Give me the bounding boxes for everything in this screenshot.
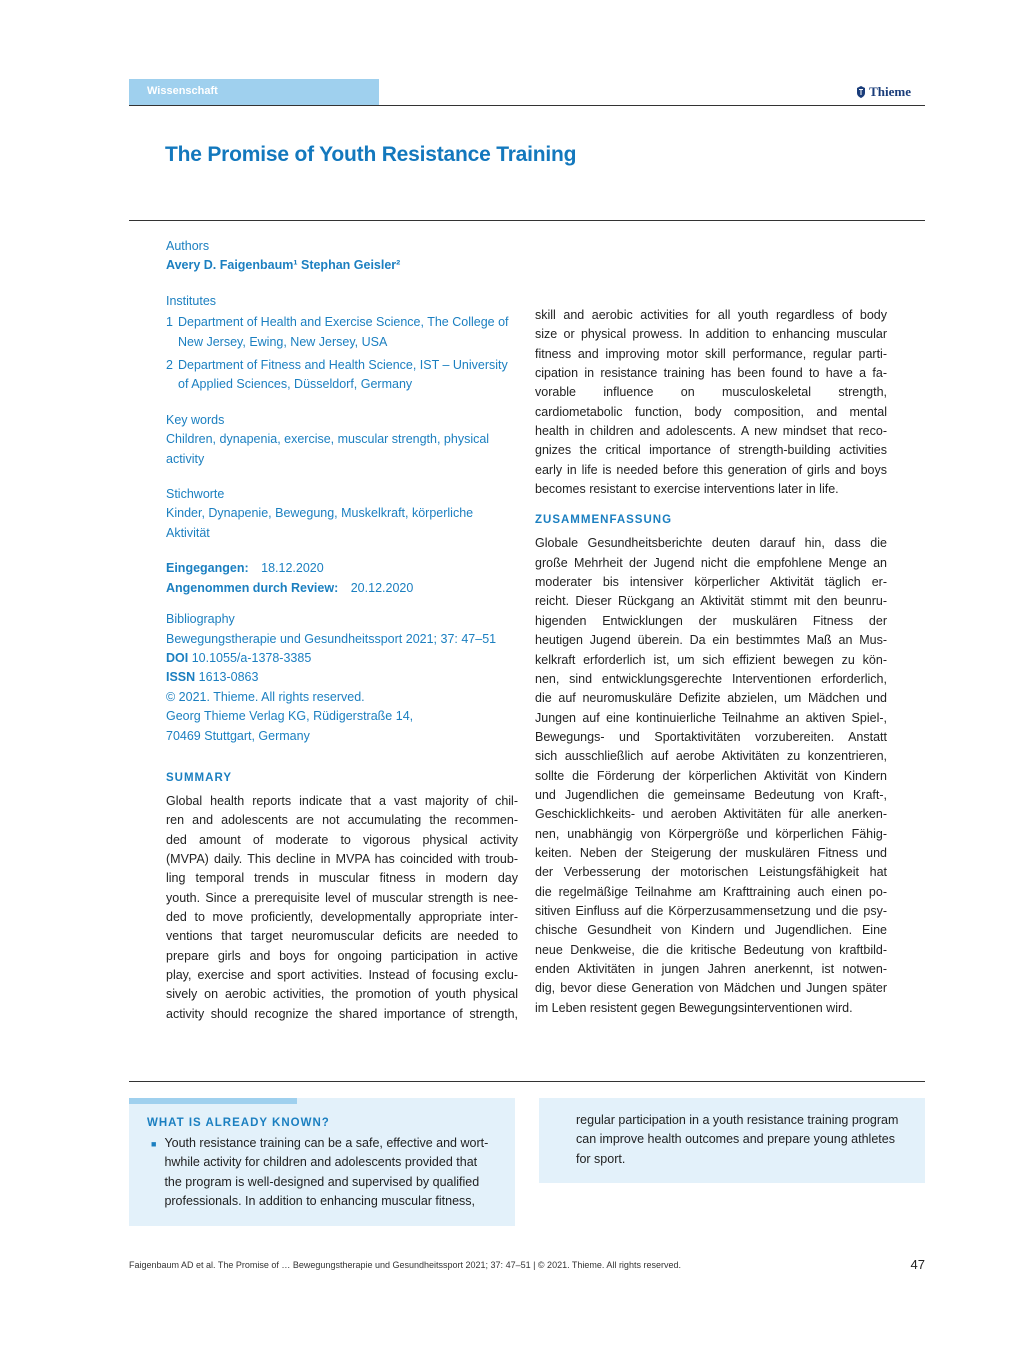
text-line: die auf neuromuskuläre Defizite abzielen, um Mädchen und: [535, 691, 887, 706]
text-line: the program is well-designed and supervised by qualified: [164, 1174, 480, 1189]
text-line: professionals. In addition to enhancing muscular fitness,: [164, 1194, 476, 1209]
received-date: 18.12.2020: [261, 561, 324, 576]
received-label: Eingegangen:: [166, 561, 249, 576]
text-line: sich ausschließlich auf aerobe Aktivitäten zu konzentrieren,: [535, 749, 887, 764]
text-line: skill and aerobic activities for all youth regardless of body: [535, 308, 887, 322]
bibliography-label: Bibliography: [166, 612, 235, 627]
bibliography-block: [166, 610, 518, 746]
text-line: (MVPA) daily. This decline in MVPA has coincided with troub-: [166, 851, 518, 866]
known-box-heading: WHAT IS ALREADY KNOWN?: [147, 1117, 330, 1129]
institute-number: 2: [166, 358, 173, 373]
known-box-item: [151, 1134, 496, 1212]
text-line: ren and adolescents are not accumulating the recommen-: [166, 813, 518, 828]
institute-item: [166, 356, 518, 395]
institute-line: New Jersey, Ewing, New Jersey, USA: [178, 334, 388, 349]
text-line: cipation in resistance training has been found to have a fa-: [535, 366, 887, 381]
text-line: youth. Since a prerequisite level of muscular strength is nee-: [166, 890, 518, 905]
text-line: dig, bevor diese Generation von Mädchen und Jungen später: [535, 981, 887, 996]
text-line: early in life is needed before this generation of girls and boys: [535, 462, 887, 477]
text-line: chische Gesundheit von Kindern und Jugendlichen. Eine: [535, 923, 887, 938]
authors-label: Authors: [166, 239, 210, 253]
bibliography-journal: Bewegungstherapie und Gesundheitssport 2021; 37: 47–51: [166, 631, 497, 646]
known-box-continued-text: [576, 1111, 911, 1169]
text-line: im Leben resistent gegen Bewegungsinterventionen wird.: [535, 1000, 853, 1015]
publisher-address: 70469 Stuttgart, Germany: [166, 728, 310, 743]
summary-text: [166, 792, 518, 1024]
text-line: fitness and improving motor skill performance, regular parti-: [535, 346, 887, 361]
known-box-text: [164, 1134, 488, 1212]
known-box-accent: [129, 1098, 297, 1104]
box-rule: [129, 1081, 925, 1082]
article-title: The Promise of Youth Resistance Training: [165, 143, 577, 166]
text-line: cardiometabolic function, body composition, and mental: [535, 404, 887, 419]
text-line: kelkraft erforderlich ist, um sich effizient bewegen zu kön-: [535, 652, 887, 667]
text-line: ded amount of moderate to vigorous physical activity: [166, 832, 518, 847]
text-line: Youth resistance training can be a safe, effective and wort-: [164, 1136, 489, 1150]
header-rule: [129, 105, 925, 106]
text-line: die regelmäßige Teilnahme am Krafttraining auch einen po-: [535, 884, 887, 899]
institute-line: of Applied Sciences, Düsseldorf, Germany: [178, 377, 413, 392]
issn-label: ISSN: [166, 670, 196, 685]
text-line: sollte die Förderung der körperlichen Aktivität von Kindern: [535, 768, 887, 783]
text-line: vorable influence on musculoskeletal strength,: [535, 385, 887, 400]
text-line: hwhile activity for children and adolescents provided that: [164, 1155, 478, 1170]
text-line: prepare girls and boys for ongoing participation in active: [166, 948, 518, 963]
text-line: Geschicklichkeits- und aeroben Aktivitäten für alle anerken-: [535, 807, 887, 822]
text-line: große Mehrheit der Jugend nicht die empfohlene Menge an: [535, 555, 887, 570]
text-line: higenden Entwicklungen der muskulären Fitness der: [535, 613, 887, 628]
keywords-line: activity: [166, 451, 205, 466]
text-line: enden Aktivitäten in jungen Jahren anerkennt, ist notwen-: [535, 962, 887, 976]
zusammenfassung-heading: ZUSAMMENFASSUNG: [535, 514, 673, 527]
zusammenfassung-text: [535, 534, 887, 1018]
text-line: nen, sind entwicklungsgerechte Interventionen erforderlich,: [535, 671, 887, 686]
text-line: play, exercise and sport activities. Instead of focusing exclu-: [166, 968, 518, 983]
text-line: heutigen Jugend überein. Da ein bestimmtes Maß an Mus-: [535, 633, 887, 648]
doi-label: DOI: [166, 650, 189, 665]
thieme-logo-icon: [856, 86, 866, 98]
publisher-address: Georg Thieme Verlag KG, Rüdigerstraße 14,: [166, 709, 414, 724]
accepted-date: 20.12.2020: [350, 580, 414, 595]
institute-number: 1: [166, 315, 173, 330]
keywords-block: [166, 411, 518, 469]
copyright: © 2021. Thieme. All rights reserved.: [166, 689, 365, 704]
text-line: size or physical prowess. In addition to enhancing muscular: [535, 327, 887, 342]
text-line: nen, unabhängig von Körpergröße und körperlichen Fähig-: [535, 826, 887, 841]
text-line: Globale Gesundheitsberichte deuten darauf hin, dass die: [535, 536, 887, 551]
institutes-block: [166, 292, 518, 395]
footer-citation: Faigenbaum AD et al. The Promise of … Bewegungstherapie und Gesundheitssport 2021; 37: 47–51 | © 2021. Thieme. All rights reserved.: [129, 1260, 681, 1270]
text-line: Jungen auf eine kontinuierliche Teilnahme an aktiven Spiel-,: [535, 710, 887, 725]
text-line: ded to move proficiently, developmentally appropriate inter-: [166, 910, 518, 924]
issn-value: 1613-0863: [198, 670, 259, 685]
text-line: can improve health outcomes and prepare young athletes: [576, 1132, 895, 1147]
text-line: sively on aerobic activities, the promotion of youth physical: [166, 987, 518, 1002]
text-line: und Jugendlichen die gemeinsame Bedeutung von Kraft-,: [535, 787, 887, 802]
institute-line: Department of Fitness and Health Science, IST – University: [178, 358, 508, 373]
text-line: becomes resistant to exercise interventions later in life.: [535, 482, 839, 497]
institute-item: [166, 313, 518, 352]
dates-block: [166, 559, 518, 598]
text-line: health in children and adolescents. A new mindset that reco-: [535, 424, 887, 439]
institute-line: Department of Health and Exercise Science, The College of: [178, 315, 509, 330]
page-number: 47: [910, 1257, 925, 1272]
text-line: ventions that target neuromuscular deficits are needed to: [166, 929, 518, 944]
title-rule: [129, 220, 925, 221]
bullet-icon: ■: [151, 1139, 157, 1149]
stichworte-block: [166, 485, 518, 543]
text-line: sitiven Einfluss auf die Körperzusammensetzung und die psy-: [535, 903, 887, 918]
text-line: Global health reports indicate that a vast majority of chil-: [166, 793, 518, 808]
text-line: neue Denkweise, die die kritische Bedeutung von kraftbild-: [535, 942, 887, 957]
publisher-logo: [856, 84, 911, 100]
text-line: moderater bis intensiver körperlicher Aktivität täglich er-: [535, 575, 887, 590]
text-line: Bewegungs- und Sportaktivitäten vorzubereiten. Anstatt: [535, 729, 887, 744]
authors-names: Avery D. Faigenbaum¹ Stephan Geisler²: [166, 258, 401, 273]
text-line: keiten. Neben der Steigerung der muskulären Fitness und: [535, 845, 887, 860]
keywords-line: Children, dynapenia, exercise, muscular strength, physical: [166, 432, 490, 447]
section-tab: Wissenschaft: [129, 79, 379, 106]
text-line: der Verbesserung der motorischen Leistungsfähigkeit hat: [535, 865, 887, 880]
text-line: for sport.: [576, 1151, 626, 1166]
text-line: ling temporal trends in muscular fitness in modern day: [166, 871, 518, 886]
text-line: regular participation in a youth resistance training program: [576, 1113, 899, 1127]
stichworte-line: Aktivität: [166, 525, 210, 540]
publisher-name: Thieme: [869, 84, 911, 99]
summary-heading: SUMMARY: [166, 771, 232, 784]
stichworte-line: Kinder, Dynapenie, Bewegung, Muskelkraft, körperliche: [166, 506, 474, 521]
summary-continued-text: [535, 306, 887, 499]
left-column: [166, 237, 518, 1024]
authors-block: [166, 237, 518, 276]
text-line: activity should recognize the shared importance of strength,: [166, 1006, 518, 1021]
stichworte-label: Stichworte: [166, 487, 225, 502]
text-line: gnizes the critical importance of strength-building activities: [535, 443, 887, 458]
right-column: [535, 306, 887, 1018]
text-line: reicht. Dieser Rückgang an Aktivität stimmt mit den beunru-: [535, 594, 887, 609]
doi-link[interactable]: 10.1055/a-1378-3385: [191, 650, 312, 665]
accepted-label: Angenommen durch Review:: [166, 580, 339, 595]
institutes-label: Institutes: [166, 293, 217, 308]
keywords-label: Key words: [166, 412, 225, 427]
